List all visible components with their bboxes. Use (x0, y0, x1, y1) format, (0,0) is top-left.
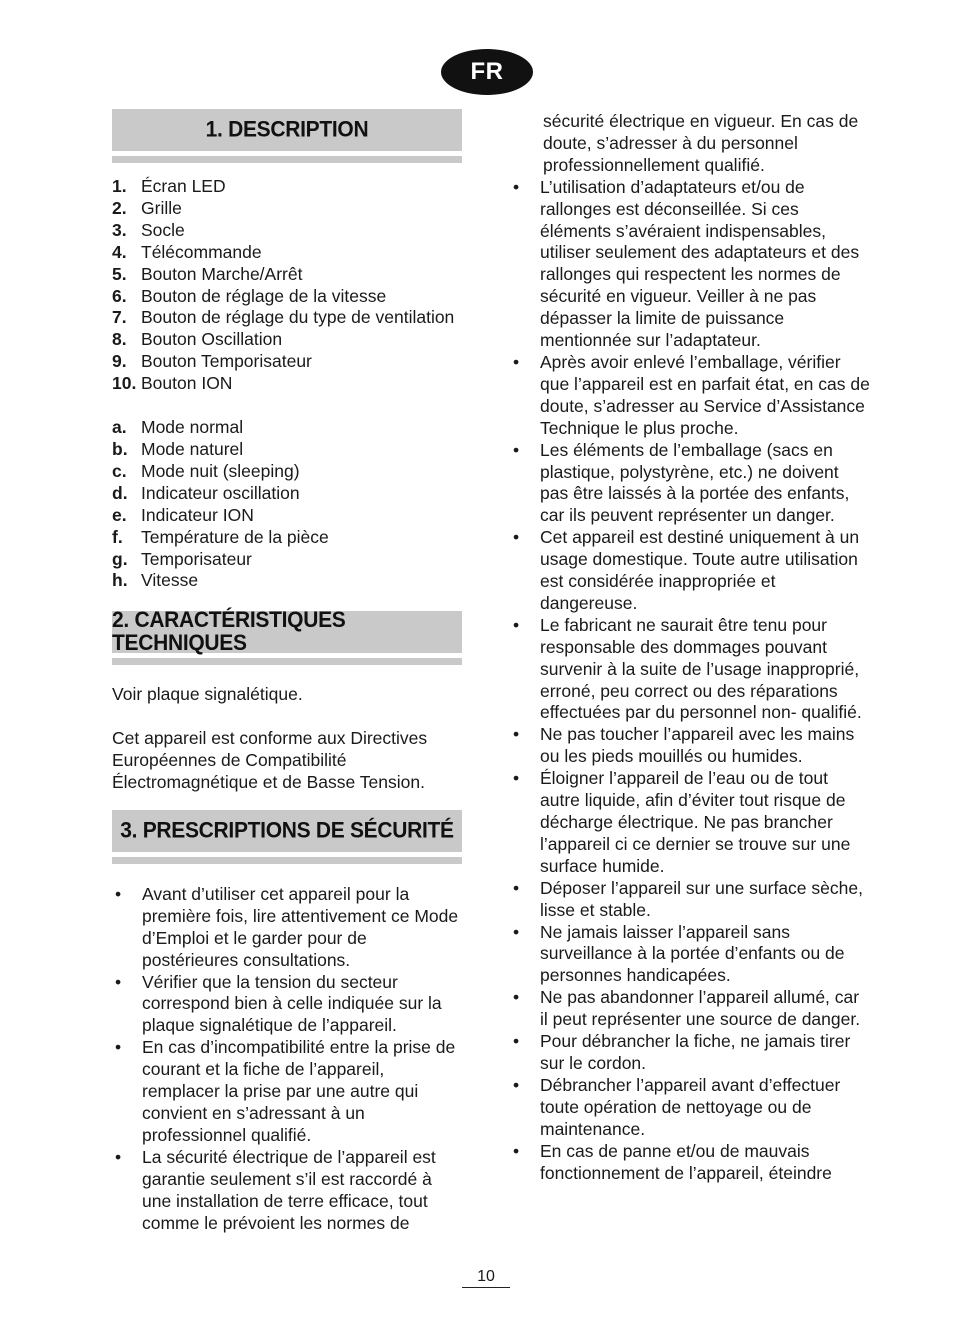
divider (112, 156, 462, 163)
item-key: h. (112, 570, 128, 591)
section-title: 2. CARACTÉRISTIQUES TECHNIQUES (112, 611, 462, 653)
item-key: f. (112, 526, 123, 547)
bullet-item (510, 615, 870, 725)
bullet-icon: • (513, 1031, 520, 1052)
item-label: Bouton Marche/Arrêt (141, 263, 303, 284)
list-item (112, 570, 462, 592)
list-item (112, 373, 462, 395)
conformity-paragraph: Cet appareil est conforme aux Directives Européennes de Compatibilité Électromagnétique et de Basse Tension. (112, 728, 428, 793)
item-key: 2. (112, 197, 127, 218)
item-label: Bouton de réglage de la vitesse (141, 285, 387, 306)
item-key: 6. (112, 285, 127, 306)
bullet-item (510, 440, 870, 528)
item-label: Mode normal (141, 417, 244, 438)
continuation-text: sécurité électrique en vigueur. En cas de doute, s’adresser à du personnel professionnellement qualifié. (543, 111, 859, 175)
bullet-icon: • (513, 176, 520, 197)
section-header-specs (112, 608, 462, 668)
right-column (510, 111, 870, 1184)
bullet-text: Déposer l’appareil sur une surface sèche, lisse et stable. (540, 877, 863, 920)
item-key: e. (112, 504, 127, 525)
bullet-text: Les éléments de l’emballage (sacs en plastique, polystyrène, etc.) ne doivent pas être laissés à la portée des enfants, car ils peuvent représenter un danger. (540, 439, 850, 526)
item-label: Bouton Oscillation (141, 329, 283, 350)
item-label: Indicateur oscillation (141, 482, 300, 503)
list-item (112, 439, 462, 461)
list-item (112, 307, 462, 329)
bullet-item (510, 177, 870, 352)
bullet-icon: • (513, 724, 520, 745)
bullet-icon: • (513, 921, 520, 942)
section-title: 1. DESCRIPTION (112, 109, 462, 151)
item-label: Bouton ION (141, 373, 233, 394)
list-item (112, 198, 462, 220)
item-label: Bouton Temporisateur (141, 351, 312, 372)
bullet-text: Ne pas toucher l’appareil avec les mains ou les pieds mouillés ou humides. (540, 724, 855, 767)
bullet-icon: • (513, 614, 520, 635)
parts-list (112, 176, 462, 395)
bullet-text: En cas de panne et/ou de mauvais fonctionnement de l’appareil, éteindre (540, 1140, 832, 1183)
item-label: Socle (141, 219, 185, 240)
display-indicators-list (112, 417, 462, 592)
item-label: Temporisateur (141, 548, 252, 569)
safety-list-left (112, 884, 462, 1235)
section-header-description (112, 110, 462, 166)
list-item (112, 176, 462, 198)
page-number: 10 (462, 1268, 510, 1288)
item-label: Écran LED (141, 176, 226, 196)
section-title: 3. PRESCRIPTIONS DE SÉCURITÉ (112, 810, 462, 852)
safety-list-right (510, 177, 870, 1185)
bullet-item (510, 1141, 870, 1185)
list-item (112, 242, 462, 264)
divider (112, 658, 462, 665)
bullet-text: L’utilisation d’adaptateurs et/ou de rallonges est déconseillée. Si ces éléments s’avéraient indispensables, utiliser seulement des adaptateurs et des rallonges qui respectent les normes de sécurité en vigueur. Veiller à ne pas dépasser la limite de puissance mentionnée sur l’adaptateur. (540, 176, 860, 351)
list-item (112, 549, 462, 571)
bullet-text: En cas d’incompatibilité entre la prise de courant et la fiche de l’appareil, remplacer la prise par une autre qui convient en s’adressant à un professionnel qualifié. (142, 1037, 456, 1145)
bullet-icon: • (115, 971, 122, 992)
bullet-item (510, 878, 870, 922)
specs-paragraph: Voir plaque signalétique. (112, 684, 303, 705)
item-key: g. (112, 548, 128, 569)
left-column (112, 110, 462, 1234)
item-label: Grille (141, 197, 182, 218)
list-item (112, 329, 462, 351)
item-key: 3. (112, 219, 127, 240)
section-header-safety (112, 811, 462, 867)
bullet-text: Avant d’utiliser cet appareil pour la première fois, lire attentivement ce Mode d’Emploi et le garder pour de postérieures consultations. (142, 883, 459, 970)
item-key: 5. (112, 263, 127, 284)
bullet-item (112, 1147, 462, 1235)
list-item (112, 417, 462, 439)
item-label: Mode nuit (sleeping) (141, 460, 300, 481)
divider (112, 857, 462, 864)
list-item (112, 220, 462, 242)
bullet-text: Le fabricant ne saurait être tenu pour responsable des dommages pouvant survenir à la suite de l’usage inapproprié, erroné, peu correct ou des réparations effectuées par du personnel non- qualifié. (540, 614, 862, 723)
list-item (112, 461, 462, 483)
item-label: Télécommande (141, 241, 262, 262)
item-label: Température de la pièce (141, 526, 329, 547)
bullet-item (510, 352, 870, 440)
bullet-item (510, 922, 870, 988)
item-label: Mode naturel (141, 438, 244, 459)
bullet-item (510, 527, 870, 615)
item-key: 10. (112, 373, 137, 394)
bullet-item (510, 768, 870, 878)
bullet-icon: • (513, 439, 520, 460)
bullet-icon: • (513, 1140, 520, 1161)
list-item (112, 264, 462, 286)
item-key: 8. (112, 329, 127, 350)
item-key: a. (112, 417, 127, 438)
bullet-item (112, 972, 462, 1038)
item-key: b. (112, 438, 128, 459)
bullet-text: Vérifier que la tension du secteur correspond bien à celle indiquée sur la plaque signalétique de l’appareil. (142, 971, 442, 1036)
bullet-item (510, 724, 870, 768)
bullet-icon: • (513, 877, 520, 898)
item-key: c. (112, 460, 127, 481)
bullet-icon: • (513, 1074, 520, 1095)
bullet-icon: • (115, 1037, 122, 1058)
bullet-item (112, 1037, 462, 1147)
bullet-icon: • (115, 1146, 122, 1167)
bullet-icon: • (115, 883, 122, 904)
item-label: Vitesse (141, 570, 199, 591)
bullet-text: Débrancher l’appareil avant d’effectuer toute opération de nettoyage ou de maintenance. (540, 1074, 841, 1139)
bullet-icon: • (513, 987, 520, 1008)
bullet-icon: • (513, 527, 520, 548)
bullet-icon: • (513, 351, 520, 372)
bullet-item (112, 884, 462, 972)
bullet-text: Ne jamais laisser l’appareil sans surveillance à la portée d’enfants ou de personnes handicapées. (540, 921, 845, 986)
bullet-text: Après avoir enlevé l’emballage, vérifier que l’appareil est en parfait état, en cas de doute, s’adresser au Service d’Assistance Technique le plus proche. (540, 351, 870, 438)
bullet-item (510, 1031, 870, 1075)
list-item (112, 505, 462, 527)
list-item (112, 527, 462, 549)
list-item (112, 483, 462, 505)
bullet-text: Ne pas abandonner l’appareil allumé, car il peut représenter une source de danger. (540, 987, 861, 1030)
bullet-text: La sécurité électrique de l’appareil est garantie seulement s’il est raccordé à une installation de terre efficace, tout comme le prévoient les normes de (142, 1146, 436, 1233)
item-label: Bouton de réglage du type de ventilation (141, 307, 455, 328)
item-key: 4. (112, 241, 127, 262)
bullet-text: Cet appareil est destiné uniquement à un usage domestique. Toute autre utilisation est considérée inappropriée et dangereuse. (540, 527, 860, 613)
bullet-item (510, 987, 870, 1031)
bullet-text: Éloigner l’appareil de l’eau ou de tout autre liquide, afin d’éviter tout risque de décharge électrique. Ne pas brancher l’appareil ci ce dernier se trouve sur une surface humide. (540, 768, 851, 876)
list-item (112, 286, 462, 308)
bullet-icon: • (513, 768, 520, 789)
item-key: d. (112, 482, 128, 503)
list-item (112, 351, 462, 373)
language-badge: FR (441, 49, 533, 95)
bullet-item (510, 1075, 870, 1141)
bullet-text: Pour débrancher la fiche, ne jamais tirer sur le cordon. (540, 1031, 851, 1073)
item-key: 7. (112, 307, 127, 328)
item-label: Indicateur ION (141, 504, 254, 525)
item-key: 9. (112, 351, 127, 372)
item-key: 1. (112, 176, 127, 196)
